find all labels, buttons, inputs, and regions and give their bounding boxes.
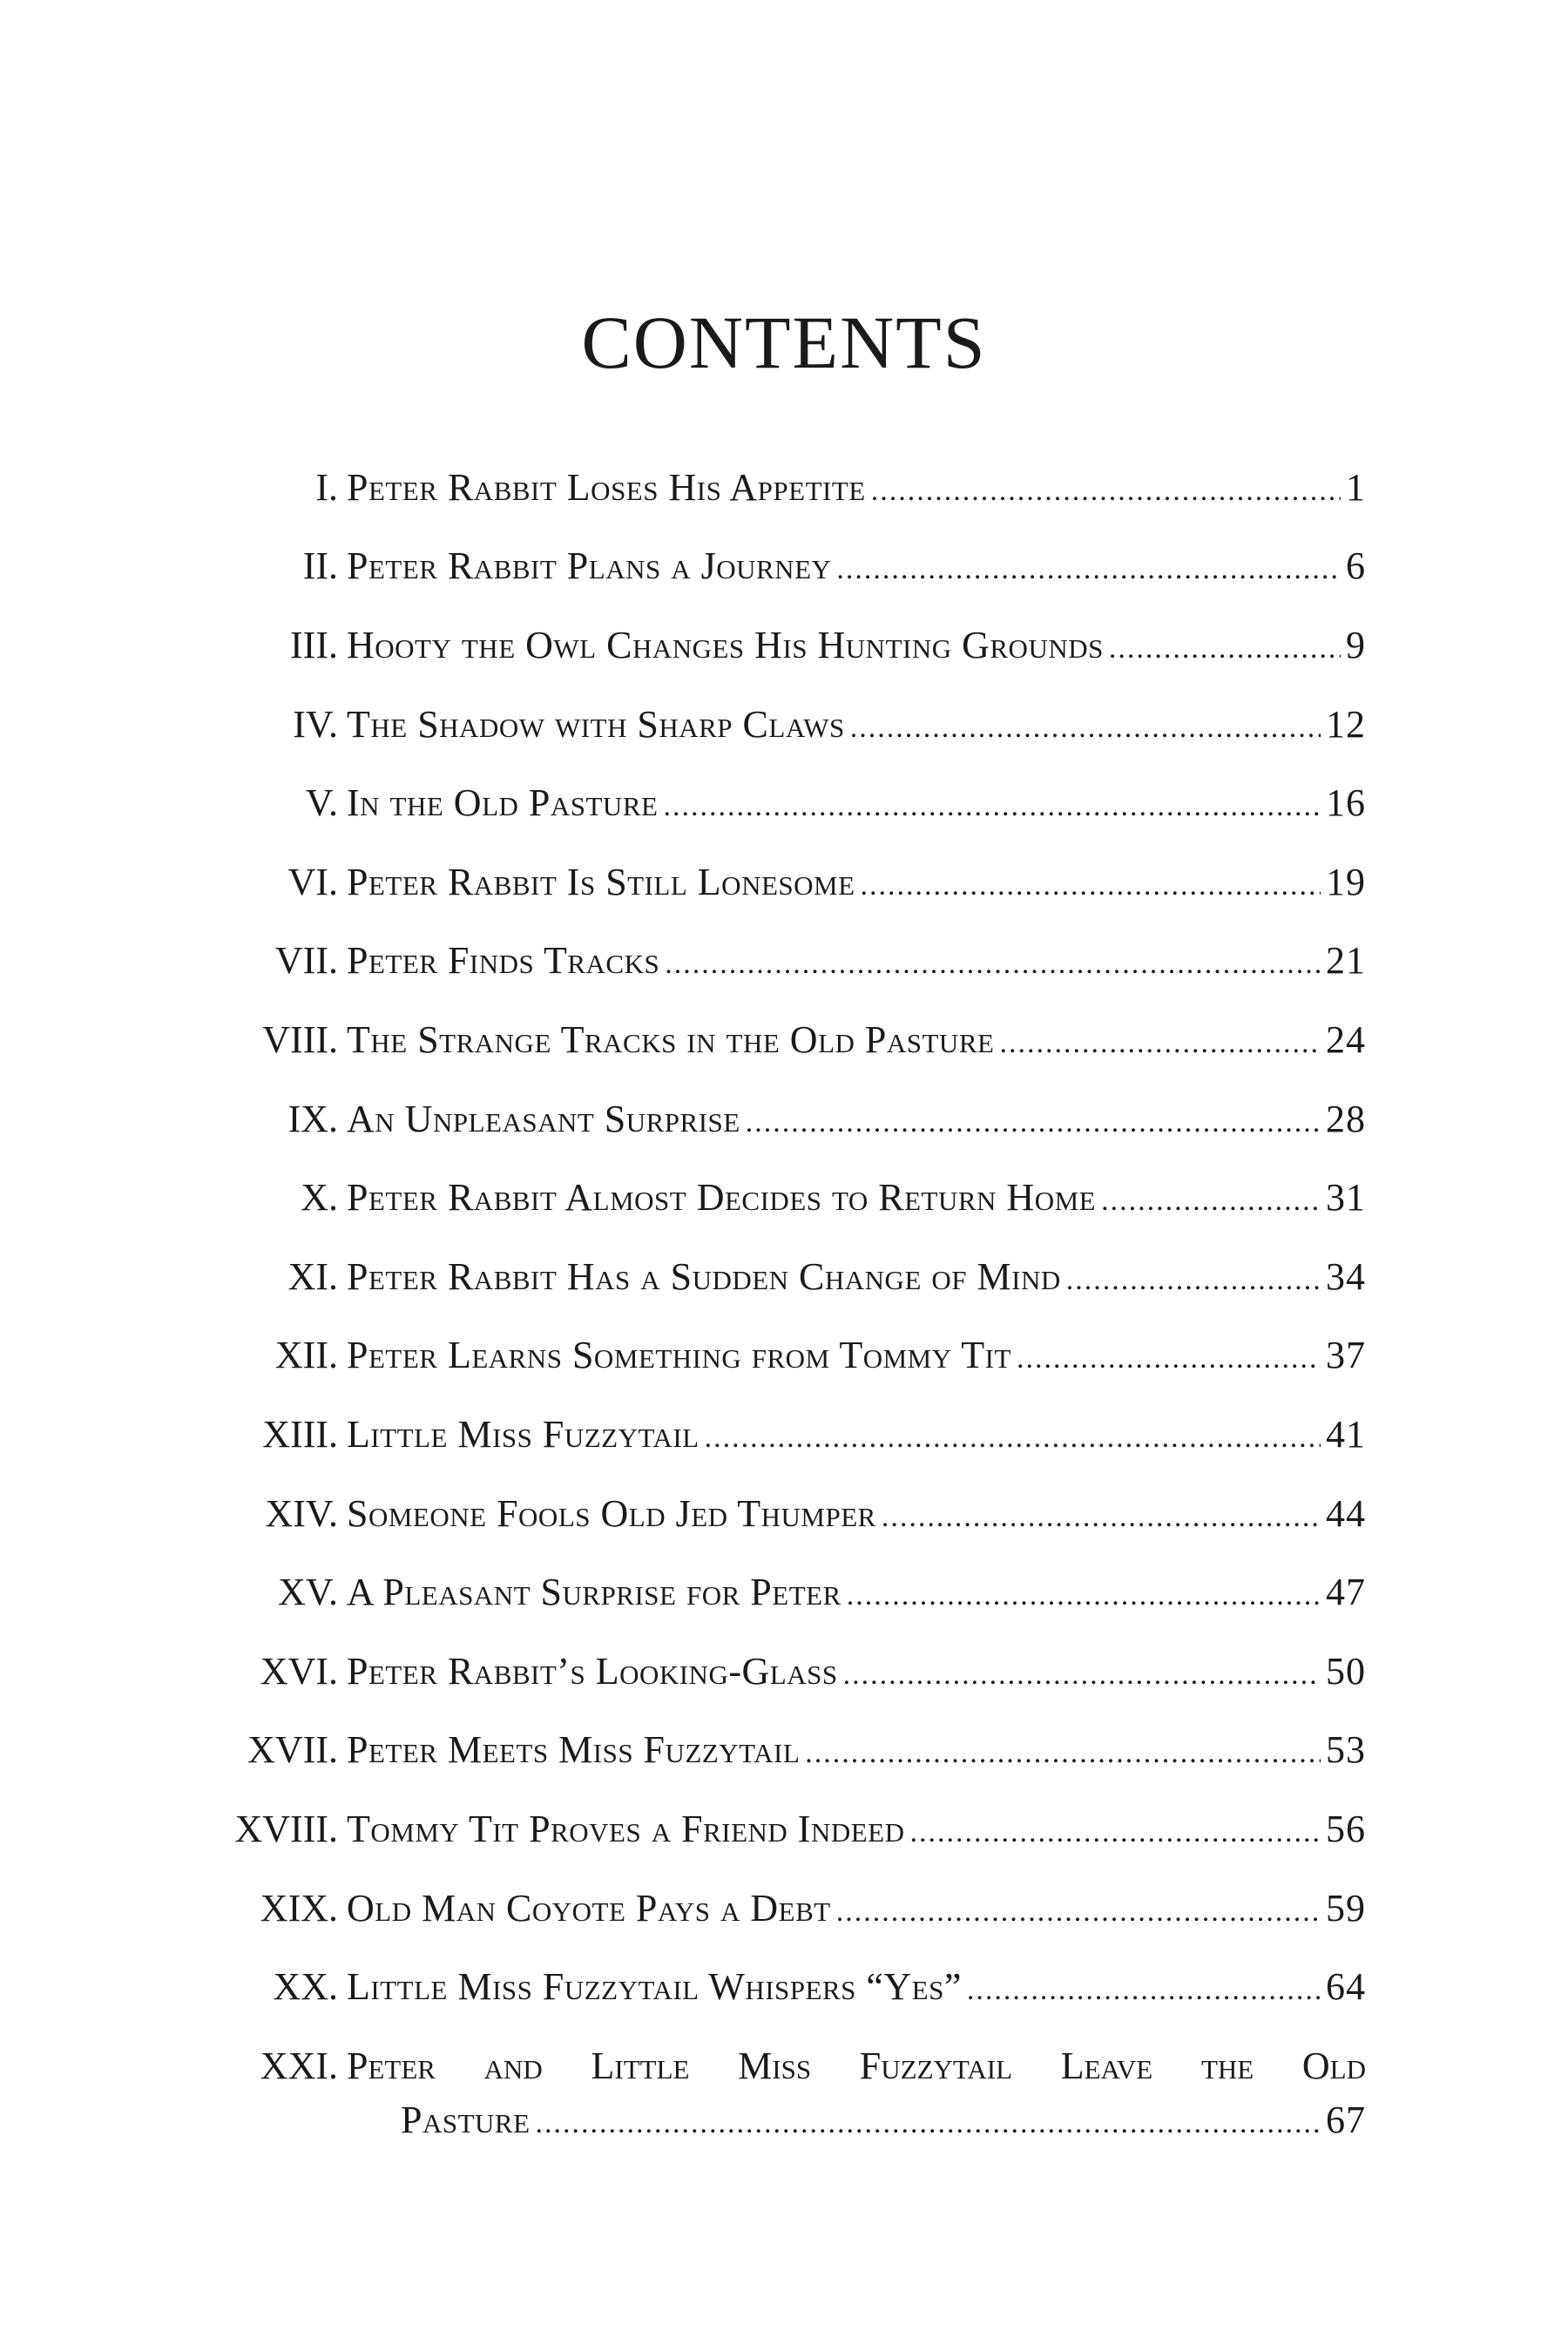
chapter-number: XVIII. xyxy=(234,1808,338,1850)
chapter-title: In the Old Pasture xyxy=(347,781,659,824)
page-number: 24 xyxy=(1326,1018,1366,1061)
toc-entry[interactable] xyxy=(0,1481,1568,1533)
chapter-number: XX. xyxy=(273,1965,338,2008)
toc-entry[interactable] xyxy=(0,849,1568,902)
dot-leader xyxy=(536,2109,1321,2139)
page-number: 41 xyxy=(1326,1413,1366,1456)
chapter-title: The Strange Tracks in the Old Pasture xyxy=(347,1018,995,1061)
dot-leader xyxy=(663,792,1321,821)
chapter-number: VII. xyxy=(274,939,338,982)
toc-entry[interactable] xyxy=(0,928,1568,980)
page-number: 31 xyxy=(1326,1176,1366,1219)
dot-leader xyxy=(665,950,1321,979)
dot-leader xyxy=(805,1739,1321,1768)
toc-entry-first-line[interactable] xyxy=(0,2033,1568,2085)
chapter-number: IX. xyxy=(287,1098,338,1140)
toc-entry[interactable] xyxy=(0,1876,1568,1928)
dot-leader xyxy=(1101,1186,1321,1216)
toc-entry[interactable] xyxy=(0,770,1568,822)
chapter-title: Peter Rabbit Is Still Lonesome xyxy=(347,861,855,903)
page-number: 67 xyxy=(1326,2099,1366,2141)
chapter-number: XXI. xyxy=(260,2044,338,2087)
dot-leader xyxy=(836,555,1341,585)
chapter-number: XVI. xyxy=(260,1650,338,1693)
toc-entry[interactable] xyxy=(0,533,1568,585)
chapter-title: The Shadow with Sharp Claws xyxy=(347,703,845,746)
dot-leader xyxy=(850,713,1321,743)
dot-leader xyxy=(882,1503,1321,1532)
toc-entry[interactable] xyxy=(0,1007,1568,1059)
toc-entry[interactable] xyxy=(0,1559,1568,1612)
chapter-title: Hooty the Owl Changes His Hunting Grounds xyxy=(347,624,1104,666)
chapter-title: Peter Rabbit’s Looking-Glass xyxy=(347,1650,838,1693)
chapter-number: XIII. xyxy=(262,1413,338,1456)
chapter-title: Peter and Little Miss Fuzzytail Leave the Old xyxy=(347,2044,1366,2087)
chapter-number: XV. xyxy=(278,1571,338,1613)
chapter-number: V. xyxy=(305,781,338,824)
dot-leader xyxy=(909,1818,1321,1848)
chapter-number: X. xyxy=(301,1176,338,1219)
toc-entry[interactable] xyxy=(0,692,1568,744)
chapter-title: Peter Finds Tracks xyxy=(347,939,660,982)
toc-entry[interactable] xyxy=(0,1086,1568,1139)
dot-leader xyxy=(1066,1266,1321,1295)
chapter-number: XIX. xyxy=(260,1887,338,1930)
chapter-title: Someone Fools Old Jed Thumper xyxy=(347,1492,876,1535)
dot-leader xyxy=(1109,634,1341,664)
toc-entry[interactable] xyxy=(0,1322,1568,1375)
chapter-title-continued: Pasture xyxy=(401,2099,531,2141)
page-number: 6 xyxy=(1346,544,1366,587)
chapter-title: Peter Rabbit Has a Sudden Change of Mind xyxy=(347,1255,1061,1298)
dot-leader xyxy=(999,1029,1321,1058)
toc-entry[interactable] xyxy=(0,455,1568,507)
dot-leader xyxy=(967,1976,1321,2005)
page-number: 53 xyxy=(1326,1728,1366,1771)
chapter-number: III. xyxy=(290,624,338,666)
dot-leader xyxy=(843,1660,1321,1690)
dot-leader xyxy=(836,1897,1321,1927)
toc-entry[interactable] xyxy=(0,1244,1568,1296)
toc-entry[interactable] xyxy=(0,1717,1568,1769)
toc-entry[interactable] xyxy=(0,1954,1568,2006)
chapter-number: XIV. xyxy=(265,1492,338,1535)
chapter-title: A Pleasant Surprise for Peter xyxy=(347,1571,841,1613)
chapter-title: Old Man Coyote Pays a Debt xyxy=(347,1887,831,1930)
page-number: 44 xyxy=(1326,1492,1366,1535)
dot-leader xyxy=(746,1108,1321,1138)
page-number: 12 xyxy=(1326,703,1366,746)
chapter-number: VIII. xyxy=(262,1018,338,1061)
page-number: 19 xyxy=(1326,861,1366,903)
toc-entry[interactable] xyxy=(0,1402,1568,1454)
chapter-title: Tommy Tit Proves a Friend Indeed xyxy=(347,1808,905,1850)
dot-leader xyxy=(847,1581,1321,1611)
chapter-number: VI. xyxy=(287,861,338,903)
dot-leader xyxy=(1017,1344,1321,1374)
toc-entry-continuation[interactable] xyxy=(0,2087,1568,2139)
page-number: 37 xyxy=(1326,1334,1366,1376)
chapter-title: Peter Rabbit Almost Decides to Return Home xyxy=(347,1176,1097,1219)
chapter-number: II. xyxy=(302,544,338,587)
toc-entry[interactable] xyxy=(0,1796,1568,1848)
chapter-title: Little Miss Fuzzytail Whispers “Yes” xyxy=(347,1965,962,2008)
chapter-title: Peter Meets Miss Fuzzytail xyxy=(347,1728,801,1771)
page-title: CONTENTS xyxy=(581,301,987,384)
dot-leader xyxy=(861,871,1321,901)
toc-entry[interactable] xyxy=(0,1165,1568,1217)
chapter-number: IV. xyxy=(293,703,338,746)
page-number: 47 xyxy=(1326,1571,1366,1613)
chapter-number: XI. xyxy=(287,1255,338,1298)
page-number: 64 xyxy=(1326,1965,1366,2008)
chapter-title: Peter Rabbit Plans a Journey xyxy=(347,544,832,587)
page-number: 50 xyxy=(1326,1650,1366,1693)
chapter-title: Peter Rabbit Loses His Appetite xyxy=(347,466,866,509)
chapter-number: XII. xyxy=(274,1334,338,1376)
toc-entry[interactable] xyxy=(0,612,1568,665)
dot-leader xyxy=(705,1423,1321,1453)
toc-entry[interactable] xyxy=(0,1639,1568,1691)
chapter-number: XVII. xyxy=(247,1728,338,1771)
page-number: 59 xyxy=(1326,1887,1366,1930)
page-number: 28 xyxy=(1326,1098,1366,1140)
page-number: 16 xyxy=(1326,781,1366,824)
page-number: 34 xyxy=(1326,1255,1366,1298)
page-number: 1 xyxy=(1346,466,1366,509)
page-number: 9 xyxy=(1346,624,1366,666)
dot-leader xyxy=(871,476,1341,506)
page-number: 21 xyxy=(1326,939,1366,982)
chapter-number: I. xyxy=(315,466,338,509)
chapter-title: Little Miss Fuzzytail xyxy=(347,1413,700,1456)
chapter-title: An Unpleasant Surprise xyxy=(347,1098,740,1140)
chapter-title: Peter Learns Something from Tommy Tit xyxy=(347,1334,1011,1376)
page-number: 56 xyxy=(1326,1808,1366,1850)
